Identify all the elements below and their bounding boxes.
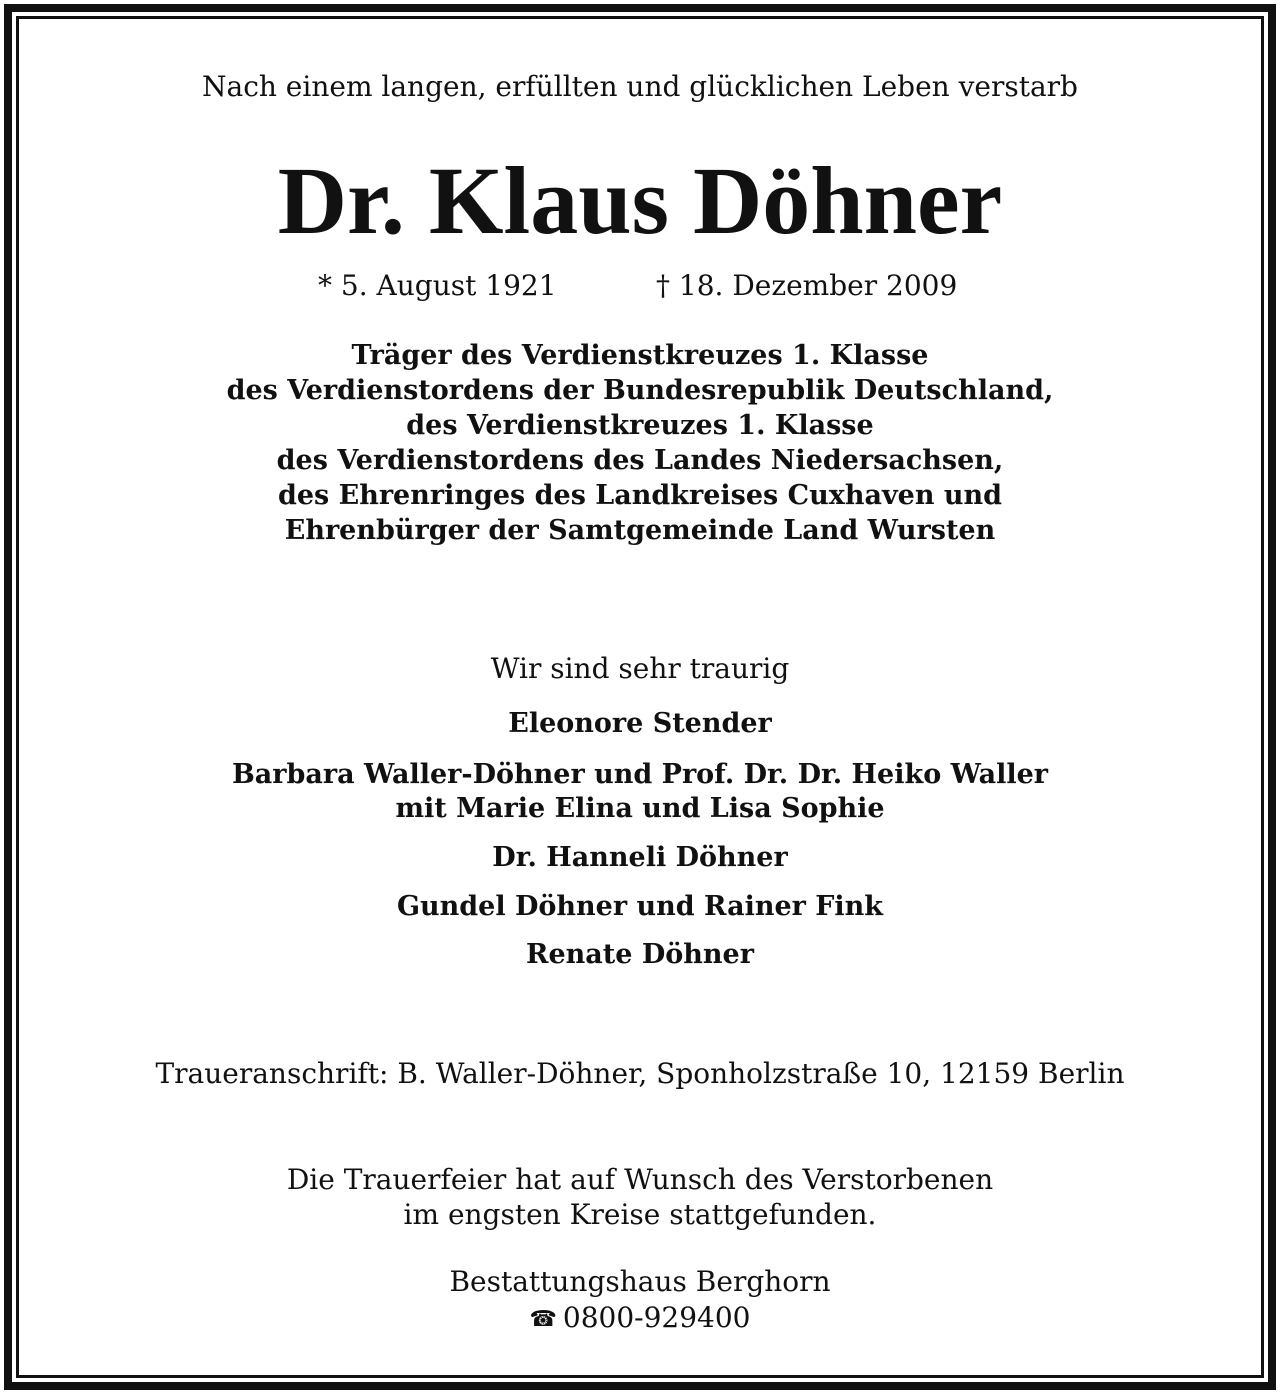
honor-line: des Verdienstordens der Bundesrepublik Deutschland, (226, 375, 1054, 406)
honor-line: des Ehrenringes des Landkreises Cuxhaven und (277, 480, 1003, 511)
mourner-line: Dr. Hanneli Döhner (492, 842, 788, 873)
ceremony-line: im engsten Kreise stattgefunden. (403, 1198, 877, 1231)
funeral-home-name: Bestattungshaus Berghorn (449, 1265, 831, 1298)
death-date: † 18. Dezember 2009 (656, 269, 958, 302)
deceased-name: Dr. Klaus Döhner (277, 147, 1003, 254)
life-dates (0, 268, 1280, 304)
mourner-line: mit Marie Elina und Lisa Sophie (395, 793, 885, 824)
ceremony-line: Die Trauerfeier hat auf Wunsch des Verstorbenen (286, 1163, 994, 1196)
mourning-address: Traueranschrift: B. Waller-Döhner, Sponholzstraße 10, 12159 Berlin (155, 1057, 1125, 1090)
mourning-text: Wir sind sehr traurig (490, 652, 790, 685)
honor-line: Ehrenbürger der Samtgemeinde Land Wursten (284, 515, 996, 546)
mourner-line: Renate Döhner (526, 939, 754, 970)
telephone-icon: ☎ (529, 1307, 557, 1332)
birth-date: * 5. August 1921 (318, 269, 557, 302)
phone-number: 0800-929400 (562, 1301, 751, 1334)
intro-text: Nach einem langen, erfüllten und glücklichen Leben verstarb (202, 70, 1078, 103)
mourner-line: Eleonore Stender (508, 708, 772, 739)
honor-line: des Verdienstordens des Landes Niedersachsen, (276, 445, 1004, 476)
mourner-line: Barbara Waller-Döhner und Prof. Dr. Dr. Heiko Waller (231, 759, 1048, 790)
honor-line: Träger des Verdienstkreuzes 1. Klasse (351, 340, 929, 371)
funeral-home-phone (0, 1301, 1280, 1337)
mourner-line: Gundel Döhner und Rainer Fink (396, 891, 884, 922)
honor-line: des Verdienstkreuzes 1. Klasse (406, 410, 874, 441)
